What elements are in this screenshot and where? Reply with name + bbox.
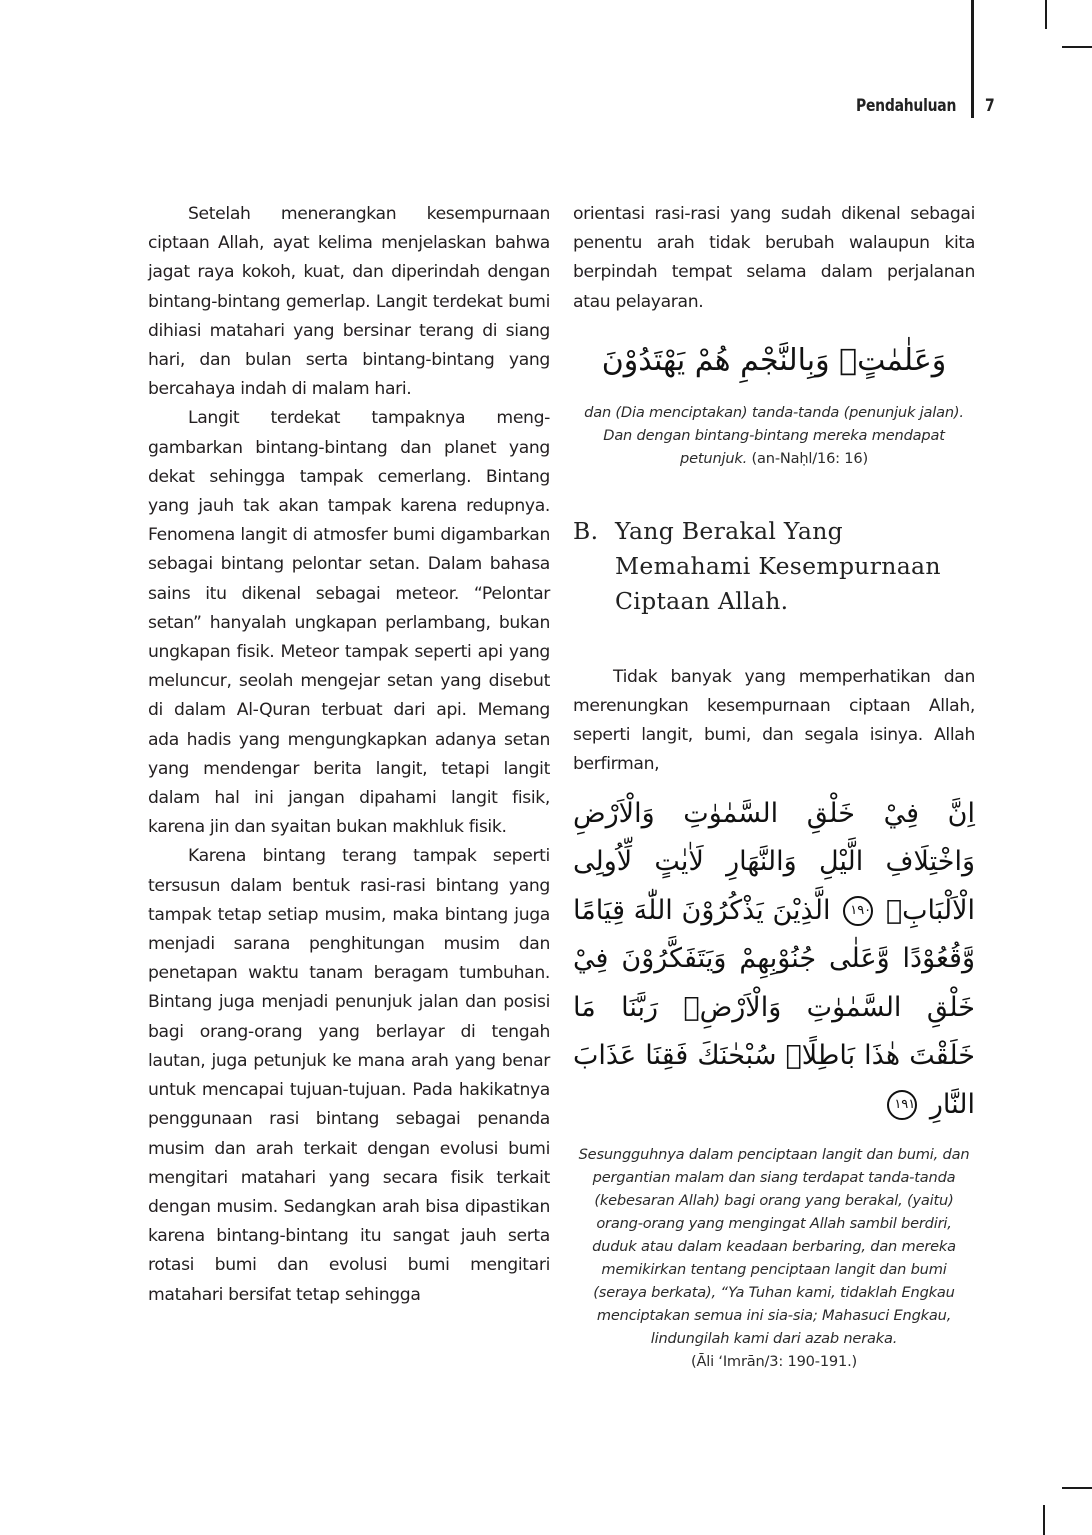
- ayah-number-marker-icon: ١٩١: [887, 1090, 917, 1120]
- body-paragraph-continuation: orientasi rasi-rasi yang sudah dikenal sebagai penentu arah tidak berubah walaupun kita berpindah tempat selama dalam perjalanan atau pelayaran.: [573, 204, 975, 312]
- ayah-number-marker-icon: ١٩٠: [843, 896, 873, 926]
- section-heading: [573, 514, 975, 619]
- quran-verse-part-1: اِنَّ فِيْ خَلْقِ السَّمٰوٰتِ وَالْاَرْضِ وَاخْتِلَافِ الَّيْلِ وَالنَّهَارِ لَاٰيٰتٍ لِّاُولِى الْاَلْبَابِۙ: [573, 797, 975, 926]
- left-column: [148, 200, 550, 1310]
- quran-verse-arabic-long: [573, 790, 975, 1130]
- quran-verse-arabic: وَعَلٰمٰتٍۗ وَبِالنَّجْمِ هُمْ يَهْتَدُوْنَ: [601, 342, 947, 378]
- verse-translation: [573, 1143, 975, 1373]
- verse-translation-text: Sesungguhnya dalam penciptaan langit dan bumi, dan pergantian malam dan siang terdapat tanda-tanda (kebesaran Allah) bagi orang yang berakal, (yaitu) orang-orang yang mengingat Allah sambil berdiri, duduk atau dalam keadaan berbaring, dan mereka memikirkan tentang penciptaan langit dan bumi (seraya berkata), “Ya Tuhan kami, tidaklah Engkau menciptakan semua ini sia-sia; Mahasuci Engkau, lindungilah kami dari azab neraka.: [578, 1146, 970, 1348]
- crop-mark-top-vertical: [1045, 0, 1047, 29]
- body-paragraph: Tidak banyak yang memperhatikan dan merenungkan kesempurnaan ciptaan Allah, seperti langit, bumi, dan segala isinya. Allah berfirman,: [573, 666, 975, 775]
- running-header-title: Pendahuluan: [855, 96, 956, 116]
- crop-mark-bottom-horizontal: [1062, 1487, 1092, 1489]
- verse-translation: [573, 401, 975, 470]
- right-column: [573, 200, 975, 1373]
- page-number: 7: [985, 96, 995, 116]
- section-letter: B.: [573, 516, 599, 545]
- quran-verse-part-2: الَّذِيْنَ يَذْكُرُوْنَ اللّٰهَ قِيَامًا وَّقُعُوْدًا وَّعَلٰى جُنُوْبِهِمْ وَيَتَفَكَّرُوْنَ فِيْ خَلْقِ السَّمٰوٰتِ وَالْاَرْضِۚ رَبَّنَا مَا خَلَقْتَ هٰذَا بَاطِلًاۚ سُبْحٰنَكَ فَقِنَا عَذَابَ النَّارِ: [573, 894, 975, 1120]
- header-divider-line: [971, 0, 974, 118]
- verse-reference: (an-Naḥl/16: 16): [751, 449, 868, 467]
- crop-mark-bottom-vertical: [1043, 1505, 1045, 1535]
- body-paragraph: Langit terdekat tampaknya meng-gambarkan bintang-bintang dan planet yang dekat sehingga tampak cemerlang. Bintang yang jauh tak akan tampak karena redupnya. Fenomena langit di atmosfer bumi digambarkan sebagai bintang pelontar setan. Dalam bahasa sains itu dikenal sebagai meteor. “Pelontar setan” hanyalah ungkapan perlambang, bukan ungkapan fisik. Meteor tampak seperti api yang meluncur, seolah mengejar setan yang disebut di dalam Al-Quran terbuat dari api. Memang ada hadis yang mengungkapkan adanya setan yang mendengar berita langit, tetapi langit dalam hal ini jangan dipahami langit fisik, karena jin dan syaitan bukan makhluk fisik.: [148, 408, 550, 838]
- body-paragraph: Setelah menerangkan kesempurnaan ciptaan Allah, ayat kelima menjelaskan bahwa jagat raya kokoh, kuat, dan diperindah dengan bintang-bintang gemerlap. Langit terdekat bumi dihiasi matahari yang bersinar terang di siang hari, dan bulan serta bintang-bintang yang bercahaya indah di malam hari.: [148, 204, 550, 400]
- verse-reference: (Āli ‘Imrān/3: 190-191.): [690, 1353, 858, 1371]
- body-paragraph: Karena bintang terang tampak seperti tersusun dalam bentuk rasi-rasi bintang yang tampak tetap setiap musim, maka bintang juga menjadi sarana penghitungan musim dan penetapan waktu tanam beragam tumbuhan. Bintang juga menjadi penunjuk jalan dan posisi bagi orang-orang yang berlayar di tengah lautan, juga petunjuk ke mana arah yang benar untuk mencapai tujuan-tujuan. Pada hakikatnya penggunaan rasi bintang sebagai penanda musim dan arah terkait dengan evolusi bumi mengitari matahari yang secara fisik terkait dengan musim. Sedangkan arah bisa dipastikan karena bintang-bintang itu sangat jauh serta rotasi bumi dan evolusi bumi mengitari matahari bersifat tetap sehingga: [148, 846, 550, 1305]
- section-title: Yang Berakal Yang Memahami Kesempurnaan Ciptaan Allah.: [615, 516, 941, 615]
- verse-translation-text: dan (Dia menciptakan) tanda-tanda (penunjuk jalan). Dan dengan bintang-bintang mereka mendapat petunjuk.: [584, 403, 964, 467]
- crop-mark-top-horizontal: [1062, 46, 1092, 48]
